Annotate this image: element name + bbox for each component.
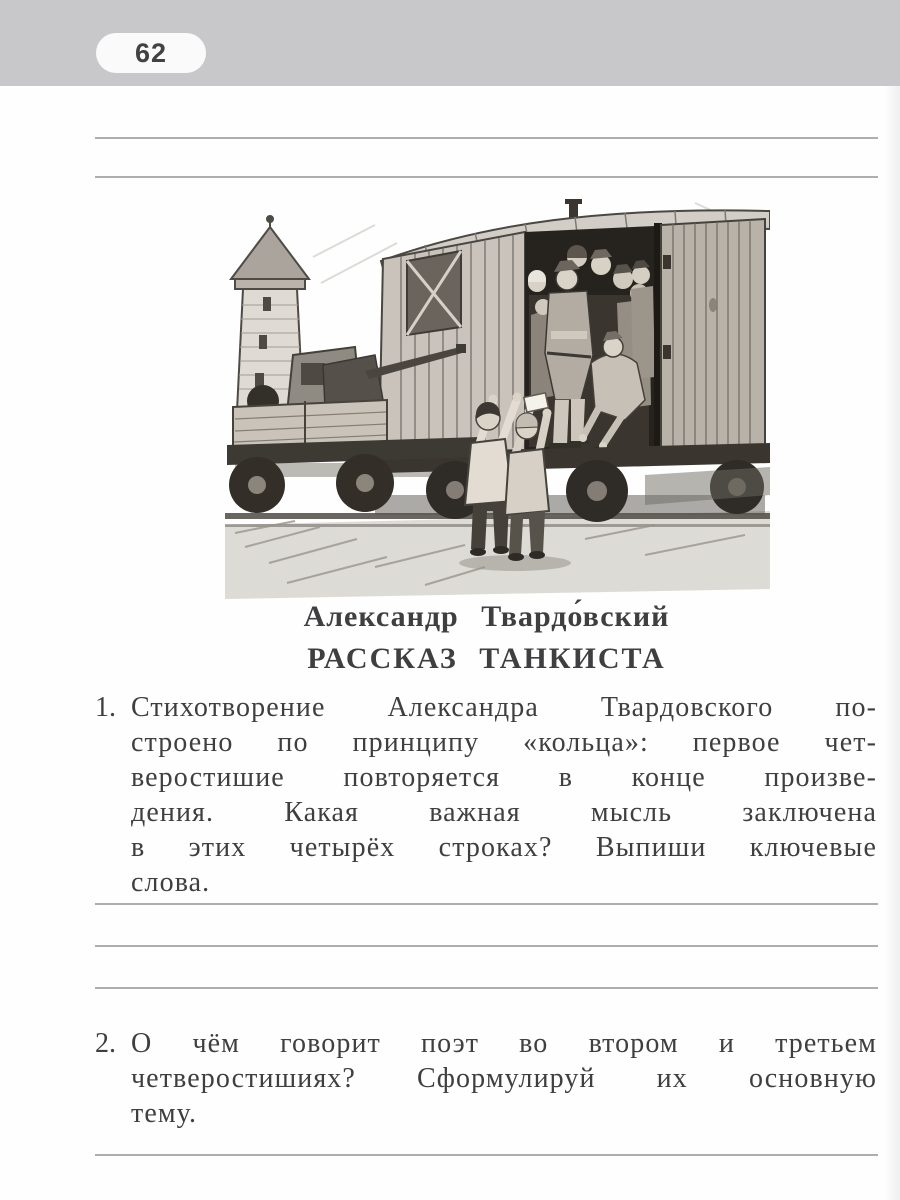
page-number: 62 xyxy=(134,37,168,68)
question-1-line: дения. Какая важная мысль заключена xyxy=(131,797,877,828)
question-1-line: в этих четырёх строках? Выпиши ключевые xyxy=(131,832,877,863)
page-edge-shadow xyxy=(884,86,900,1200)
train-scene-illustration xyxy=(225,195,770,605)
question-1-line: строено по принципу «кольца»: первое чет- xyxy=(131,727,877,758)
writing-line xyxy=(95,137,878,139)
work-title: РАССКАЗ ТАНКИСТА xyxy=(307,642,666,675)
question-2-line: четверостишиях? Сформулируй их основную xyxy=(131,1063,877,1094)
question-2-number: 2. xyxy=(95,1028,116,1059)
question-1-number: 1. xyxy=(95,692,116,723)
question-2-text xyxy=(131,1026,877,1131)
question-1-line: веростишие повторяется в конце произве- xyxy=(131,762,877,793)
question-1-text xyxy=(131,690,877,900)
section-title xyxy=(95,598,878,678)
boxcar-door xyxy=(654,219,765,449)
writing-line xyxy=(95,987,878,989)
author-name: Александр Твардо́вский xyxy=(303,600,670,633)
writing-line xyxy=(95,1154,878,1156)
question-2-line: тему. xyxy=(131,1098,198,1129)
question-1-line: Стихотворение Александра Твардовского по- xyxy=(131,692,877,723)
page-number-badge xyxy=(96,33,206,73)
question-2-line: О чём говорит поэт во втором и третьем xyxy=(131,1028,877,1059)
writing-line xyxy=(95,945,878,947)
writing-line xyxy=(95,176,878,178)
writing-line xyxy=(95,903,878,905)
question-1-line: слова. xyxy=(131,867,211,898)
